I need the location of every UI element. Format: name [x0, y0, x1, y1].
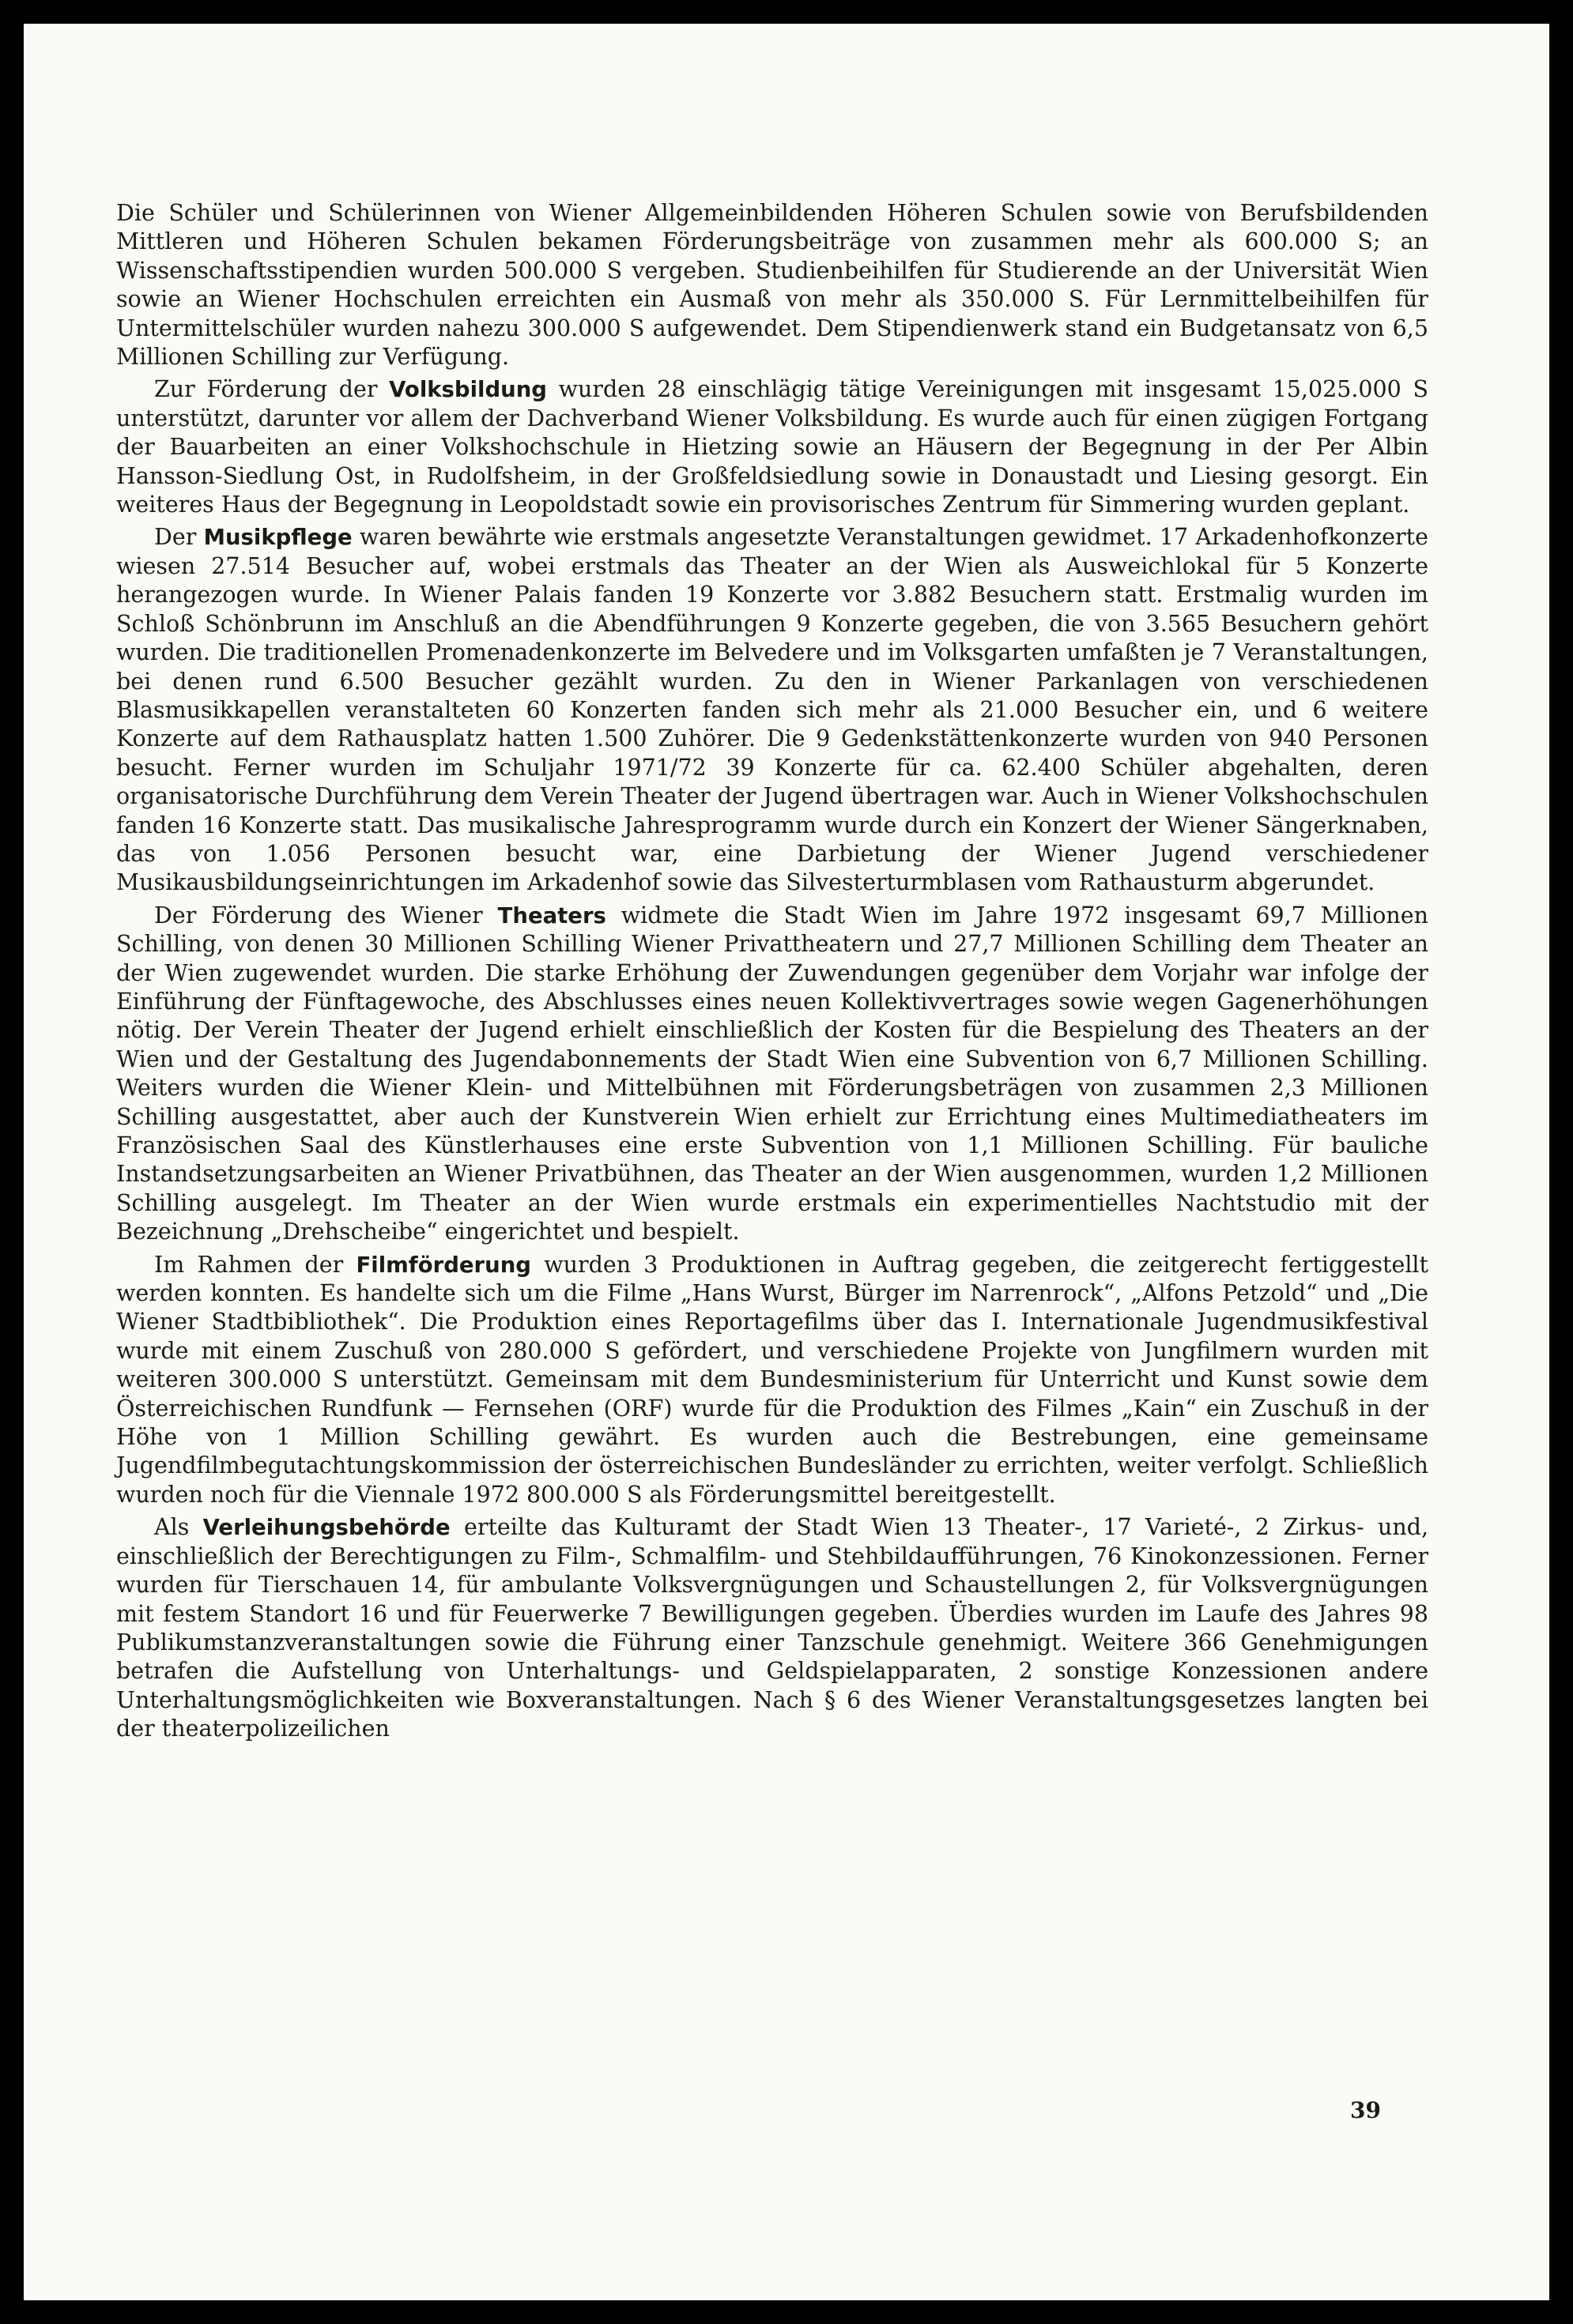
keyword-musikpflege: Musikpflege [203, 525, 353, 551]
paragraph-text: wurden 3 Produktionen in Auftrag gegeben, die zeitgerecht fertiggestellt werden konnten. Es handelte sich um die Filme „Hans Wurst, Bürger im Narrenrock“, „Alfons Petzold“ und „Die Wiener Stadtbibliothek“. Die Produktion eines Reportagefilms über das I. Internationale Jugendmusikfestival wurde mit einem Zuschuß von 280.000 S gefördert, und verschiedene Projekte von Jungfilmern wurden mit weiteren 300.000 S unterstützt. Gemeinsam mit dem Bundesministerium für Unterricht und Kunst sowie dem Österreichischen Rundfunk — Fernsehen (ORF) wurde für die Produktion des Filmes „Kain“ ein Zuschuß in der Höhe von 1 Million Schilling gewährt. Es wurden auch die Bestrebungen, eine gemeinsame Jugendfilmbegutachtungskommission der österreichischen Bundesländer zu errichten, weiter verfolgt. Schließlich wurden noch für die Viennale 1972 800.000 S als Förderungsmittel bereitgestellt. [116, 1251, 1429, 1508]
keyword-verleihungsbehoerde: Verleihungsbehörde [202, 1515, 451, 1541]
paragraph-volksbildung [116, 375, 1428, 519]
paragraph-text: wurden 28 einschlägig tätige Vereinigungen mit insgesamt 15,025.000 S unterstützt, darunter vor allem der Dachverband Wiener Volksbildung. Es wurde auch für einen zügigen Fortgang der Bauarbeiten an einer Volkshochschule in Hietzing sowie an Häusern der Begegnung in der Per Albin Hansson-Siedlung Ost, in Rudolfsheim, in der Großfeldsiedlung sowie in Donaustadt und Liesing gesorgt. Ein weiteres Haus der Begegnung in Leopoldstadt sowie ein provisorisches Zentrum für Simmering wurden geplant. [116, 376, 1428, 518]
paragraph-lead: Zur Förderung der [154, 376, 390, 403]
page-number: 39 [1350, 2097, 1381, 2123]
keyword-theaters: Theaters [497, 902, 606, 928]
paragraph-lead: Der [154, 524, 204, 551]
paragraph-lead: Im Rahmen der [154, 1251, 356, 1278]
paragraph-filmfoerderung [116, 1251, 1428, 1510]
body-text [116, 199, 1428, 1748]
paragraph-text: erteilte das Kulturamt der Stadt Wien 13 Theater-, 17 Varieté-, 2 Zirkus- und, einschließlich der Berechtigungen zu Film-, Schmalfilm- und Stehbildaufführungen, 76 Kinokonzessionen. Ferner wurden für Tierschauen 14, für ambulante Volksvergnügungen und Schaustellungen 2, für Volksvergnügungen mit festem Standort 16 und für Feuerwerke 7 Bewilligungen gegeben. Überdies wurden im Laufe des Jahres 98 Publikumstanzveranstaltungen sowie die Führung einer Tanzschule genehmigt. Weitere 366 Genehmigungen betrafen die Aufstellung von Unterhaltungs- und Geldspielapparaten, 2 sonstige Konzessionen andere Unterhaltungsmöglichkeiten wie Boxveranstaltungen. Nach § 6 des Wiener Veranstaltungsgesetzes langten bei der theaterpolizeilichen [116, 1514, 1428, 1742]
paragraph-musikpflege [116, 523, 1428, 897]
paragraph-stipendien [116, 199, 1428, 371]
paragraph-lead: Als [154, 1514, 203, 1541]
paragraph-theater [116, 902, 1428, 1247]
keyword-volksbildung: Volksbildung [389, 377, 547, 403]
paragraph-lead: Der Förderung des Wiener [154, 902, 498, 928]
paragraph-verleihungsbehoerde [116, 1513, 1428, 1743]
paragraph-text: waren bewährte wie erstmals angesetzte Veranstaltungen gewidmet. 17 Arkadenhofkonzerte wiesen 27.514 Besucher auf, wobei erstmals das Theater an der Wien als Ausweichlokal für 5 Konzerte herangezogen wurde. In Wiener Palais fanden 19 Konzerte vor 3.882 Besuchern statt. Erstmalig wurden im Schloß Schönbrunn im Anschluß an die Abendführungen 9 Konzerte gegeben, die von 3.565 Besuchern gehört wurden. Die traditionellen Promenadenkonzerte im Belvedere und im Volksgarten umfaßten je 7 Veranstaltungen, bei denen rund 6.500 Besucher gezählt wurden. Zu den in Wiener Parkanlagen von verschiedenen Blasmusikkapellen veranstalteten 60 Konzerten fanden sich mehr als 21.000 Besucher ein, und 6 weitere Konzerte auf dem Rathausplatz hatten 1.500 Zuhörer. Die 9 Gedenkstättenkonzerte wurden von 940 Personen besucht. Ferner wurden im Schuljahr 1971/72 39 Konzerte für ca. 62.400 Schüler abgehalten, deren organisatorische Durchführung dem Verein Theater der Jugend übertragen war. Auch in Wiener Volkshochschulen fanden 16 Konzerte statt. Das musikalische Jahresprogramm wurde durch ein Konzert der Wiener Sängerknaben, das von 1.056 Personen besucht war, eine Darbietung der Wiener Jugend verschiedener Musikausbildungseinrichtungen im Arkadenhof sowie das Silvesterturmblasen vom Rathausturm abgerundet. [116, 524, 1428, 896]
paragraph-text: widmete die Stadt Wien im Jahre 1972 insgesamt 69,7 Millionen Schilling, von denen 30 Millionen Schilling Wiener Privattheatern und 27,7 Millionen Schilling dem Theater an der Wien zugewendet wurden. Die starke Erhöhung der Zuwendungen gegenüber dem Vorjahr war infolge der Einführung der Fünftagewoche, des Abschlusses eines neuen Kollektivvertrages sowie wegen Gagenerhöhungen nötig. Der Verein Theater der Jugend erhielt einschließlich der Kosten für die Bespielung des Theaters an der Wien und der Gestaltung des Jugendabonnements der Stadt Wien eine Subvention von 6,7 Millionen Schilling. Weiters wurden die Wiener Klein- und Mittelbühnen mit Förderungsbeträgen von zusammen 2,3 Millionen Schilling ausgestattet, aber auch der Kunstverein Wien erhielt zur Errichtung eines Multimediatheaters im Französischen Saal des Künstlerhauses eine erste Subvention von 1,1 Millionen Schilling. Für bauliche Instandsetzungsarbeiten an Wiener Privatbühnen, das Theater an der Wien ausgenommen, wurden 1,2 Millionen Schilling ausgelegt. Im Theater an der Wien wurde erstmals ein experimentielles Nachtstudio mit der Bezeichnung „Drehscheibe“ eingerichtet und bespielt. [116, 902, 1428, 1245]
document-page [24, 24, 1549, 2300]
paragraph-text: Die Schüler und Schülerinnen von Wiener Allgemeinbildenden Höheren Schulen sowie von Berufsbildenden Mittleren und Höheren Schulen bekamen Förderungsbeiträge von zusammen mehr als 600.000 S; an Wissenschaftsstipendien wurden 500.000 S vergeben. Studienbeihilfen für Studierende an der Universität Wien sowie an Wiener Hochschulen erreichten ein Ausmaß von mehr als 350.000 S. Für Lernmittelbeihilfen für Untermittelschüler wurden nahezu 300.000 S aufgewendet. Dem Stipendienwerk stand ein Budgetansatz von 6,5 Millionen Schilling zur Verfügung. [116, 200, 1428, 371]
keyword-filmfoerderung: Filmförderung [356, 1252, 531, 1278]
